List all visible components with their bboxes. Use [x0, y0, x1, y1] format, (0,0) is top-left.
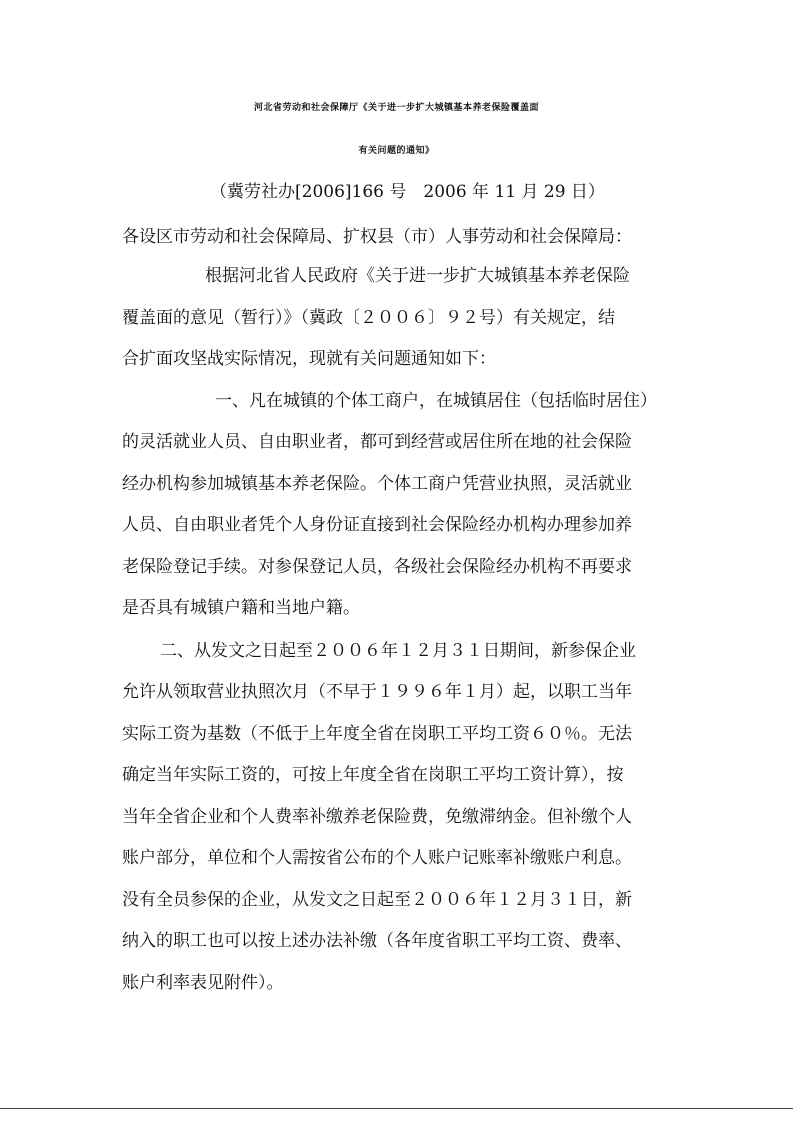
section1-line-5: 老保险登记手续。对参保登记人员，各级社会保险经办机构不再要求 [122, 557, 632, 577]
section2-line-2: 允许从领取营业执照次月（不早于１９９６年１月）起，以职工当年 [122, 682, 632, 702]
section1-line-3: 经办机构参加城镇基本养老保险。个体工商户凭营业执照，灵活就业 [122, 474, 632, 494]
section2-line-9: 账户利率表见附件）。 [122, 973, 284, 993]
section1-line-1: 一、凡在城镇的个体工商户，在城镇居住（包括临时居住） [215, 391, 657, 411]
salutation: 各设区市劳动和社会保障局、扩权县（市）人事劳动和社会保障局： [122, 227, 632, 247]
intro-line-2: 覆盖面的意见（暂行）》（冀政〔２００６〕９２号）有关规定，结 [122, 308, 615, 328]
intro-line-1: 根据河北省人民政府《关于进一步扩大城镇基本养老保险 [205, 266, 630, 286]
intro-line-3: 合扩面攻坚战实际情况，现就有关问题通知如下： [122, 349, 496, 369]
section2-line-4: 确定当年实际工资的，可按上年度全省在岗职工平均工资计算），按 [122, 765, 624, 785]
section1-line-6: 是否具有城镇户籍和当地户籍。 [122, 598, 360, 618]
section1-line-4: 人员、自由职业者凭个人身份证直接到社会保险经办机构办理参加养 [122, 515, 632, 535]
page-bottom-divider [0, 1108, 793, 1109]
section2-line-6: 账户部分，单位和个人需按省公布的个人账户记账率补缴账户利息。 [122, 848, 632, 868]
section2-line-1: 二、从发文之日起至２００６年１２月３１日期间，新参保企业 [160, 641, 636, 661]
section2-line-8: 纳入的职工也可以按上述办法补缴（各年度省职工平均工资、费率、 [122, 931, 632, 951]
document-title-line-1: 河北省劳动和社会保障厅《关于进一步扩大城镇基本养老保险覆盖面 [253, 103, 539, 113]
document-number: （冀劳社办[2006]166 号 2006 年 11 月 29 日） [210, 182, 605, 202]
section2-line-7: 没有全员参保的企业，从发文之日起至２００６年１２月３１日，新 [122, 890, 632, 910]
section2-line-5: 当年全省企业和个人费率补缴养老保险费，免缴滞纳金。但补缴个人 [122, 807, 632, 827]
section2-line-3: 实际工资为基数（不低于上年度全省在岗职工平均工资６０％。无法 [122, 724, 632, 744]
document-title-line-2: 有关问题的通知》 [358, 146, 435, 156]
section1-line-2: 的灵活就业人员、自由职业者，都可到经营或居住所在地的社会保险 [122, 432, 632, 452]
